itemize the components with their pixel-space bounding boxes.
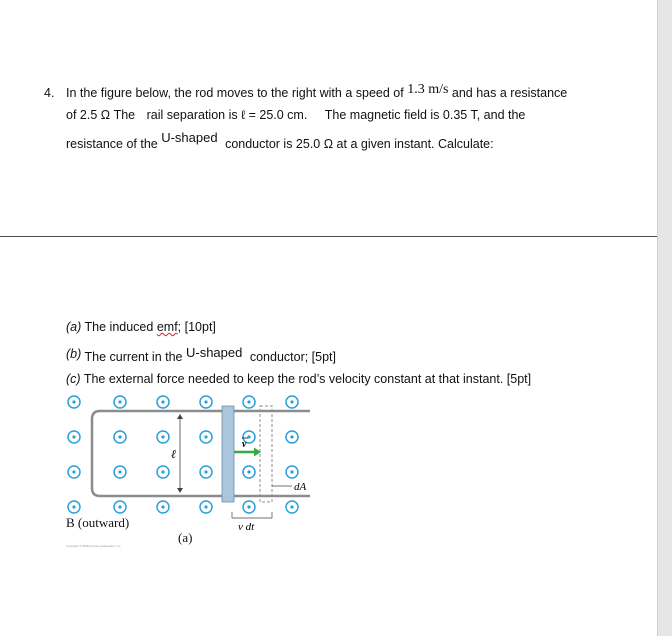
rod-later-position [260, 406, 272, 502]
figure-credit: Copyright ©2008 Pearson Education, Inc. [66, 544, 122, 548]
question-number: 4. [44, 86, 55, 100]
field-dot-icon [243, 501, 255, 513]
length-label: ℓ [171, 447, 176, 461]
field-dot-icon [157, 431, 169, 443]
part-a [66, 320, 216, 334]
field-dot-icon [200, 501, 212, 513]
question-text-3b: conductor is 25.0 Ω at a given instant. Calculate: [225, 137, 494, 151]
emf-word: emf [156, 320, 178, 334]
part-b-points: conductor; [5pt] [249, 350, 337, 364]
question-line-1 [66, 82, 568, 102]
field-dot-icon [157, 466, 169, 478]
part-a-text: The induced [84, 320, 154, 334]
field-dot-icon [286, 396, 298, 408]
question-text-1b: and has a resistance [451, 86, 568, 100]
part-c [66, 372, 531, 386]
field-dot-icon [200, 396, 212, 408]
moving-rod-figure [60, 392, 330, 532]
speed-value: 1.3 m/s [407, 82, 449, 97]
u-shaped-conductor [92, 411, 310, 496]
question-line-3 [66, 130, 494, 151]
field-dot-icon [157, 396, 169, 408]
velocity-label: v [242, 439, 247, 450]
question-text-1a: In the figure below, the rod moves to the right with a speed of [66, 86, 404, 100]
question-text-2b: rail separation is ℓ = 25.0 cm. [146, 108, 308, 122]
figure-caption: (a) [178, 530, 193, 545]
field-dot-icon [68, 396, 80, 408]
part-a-points: ; [10pt] [177, 320, 216, 334]
field-dot-icon [68, 431, 80, 443]
field-dot-icon [243, 396, 255, 408]
part-b [66, 345, 337, 364]
question-text-2a: of 2.5 Ω The [66, 108, 136, 122]
field-direction-label: B (outward) [66, 515, 130, 530]
field-dot-icon [68, 501, 80, 513]
part-a-letter: (a) [66, 320, 82, 334]
field-dot-icon [243, 466, 255, 478]
part-c-text: The external force needed to keep the rod’s velocity constant at that instant. [5pt] [83, 372, 532, 386]
part-b-text: The current in the [84, 350, 183, 364]
moving-rod [222, 406, 234, 502]
field-dot-icon [68, 466, 80, 478]
area-label: dA [294, 481, 307, 493]
section-divider [0, 236, 657, 237]
question-text-3a: resistance of the [66, 137, 158, 151]
length-arrow-top-icon [177, 414, 183, 419]
field-dot-icon [200, 466, 212, 478]
displacement-label: v dt [238, 521, 255, 532]
part-b-ushaped: U-shaped [185, 345, 243, 360]
field-dot-icon [157, 501, 169, 513]
scrollbar-track[interactable] [657, 0, 672, 636]
part-b-letter: (b) [66, 347, 82, 361]
field-dot-icon [286, 466, 298, 478]
field-dot-icon [286, 501, 298, 513]
field-dot-icon [286, 431, 298, 443]
field-dot-icon [200, 431, 212, 443]
length-arrow-bottom-icon [177, 488, 183, 493]
field-dot-icon [114, 466, 126, 478]
question-text-2c: The magnetic field is 0.35 T, and the [324, 108, 526, 122]
field-dot-icon [114, 396, 126, 408]
field-dot-icon [114, 431, 126, 443]
question-line-2 [66, 108, 525, 122]
part-c-letter: (c) [66, 372, 81, 386]
ushaped-label: U-shaped [161, 130, 218, 145]
field-dot-icon [114, 501, 126, 513]
